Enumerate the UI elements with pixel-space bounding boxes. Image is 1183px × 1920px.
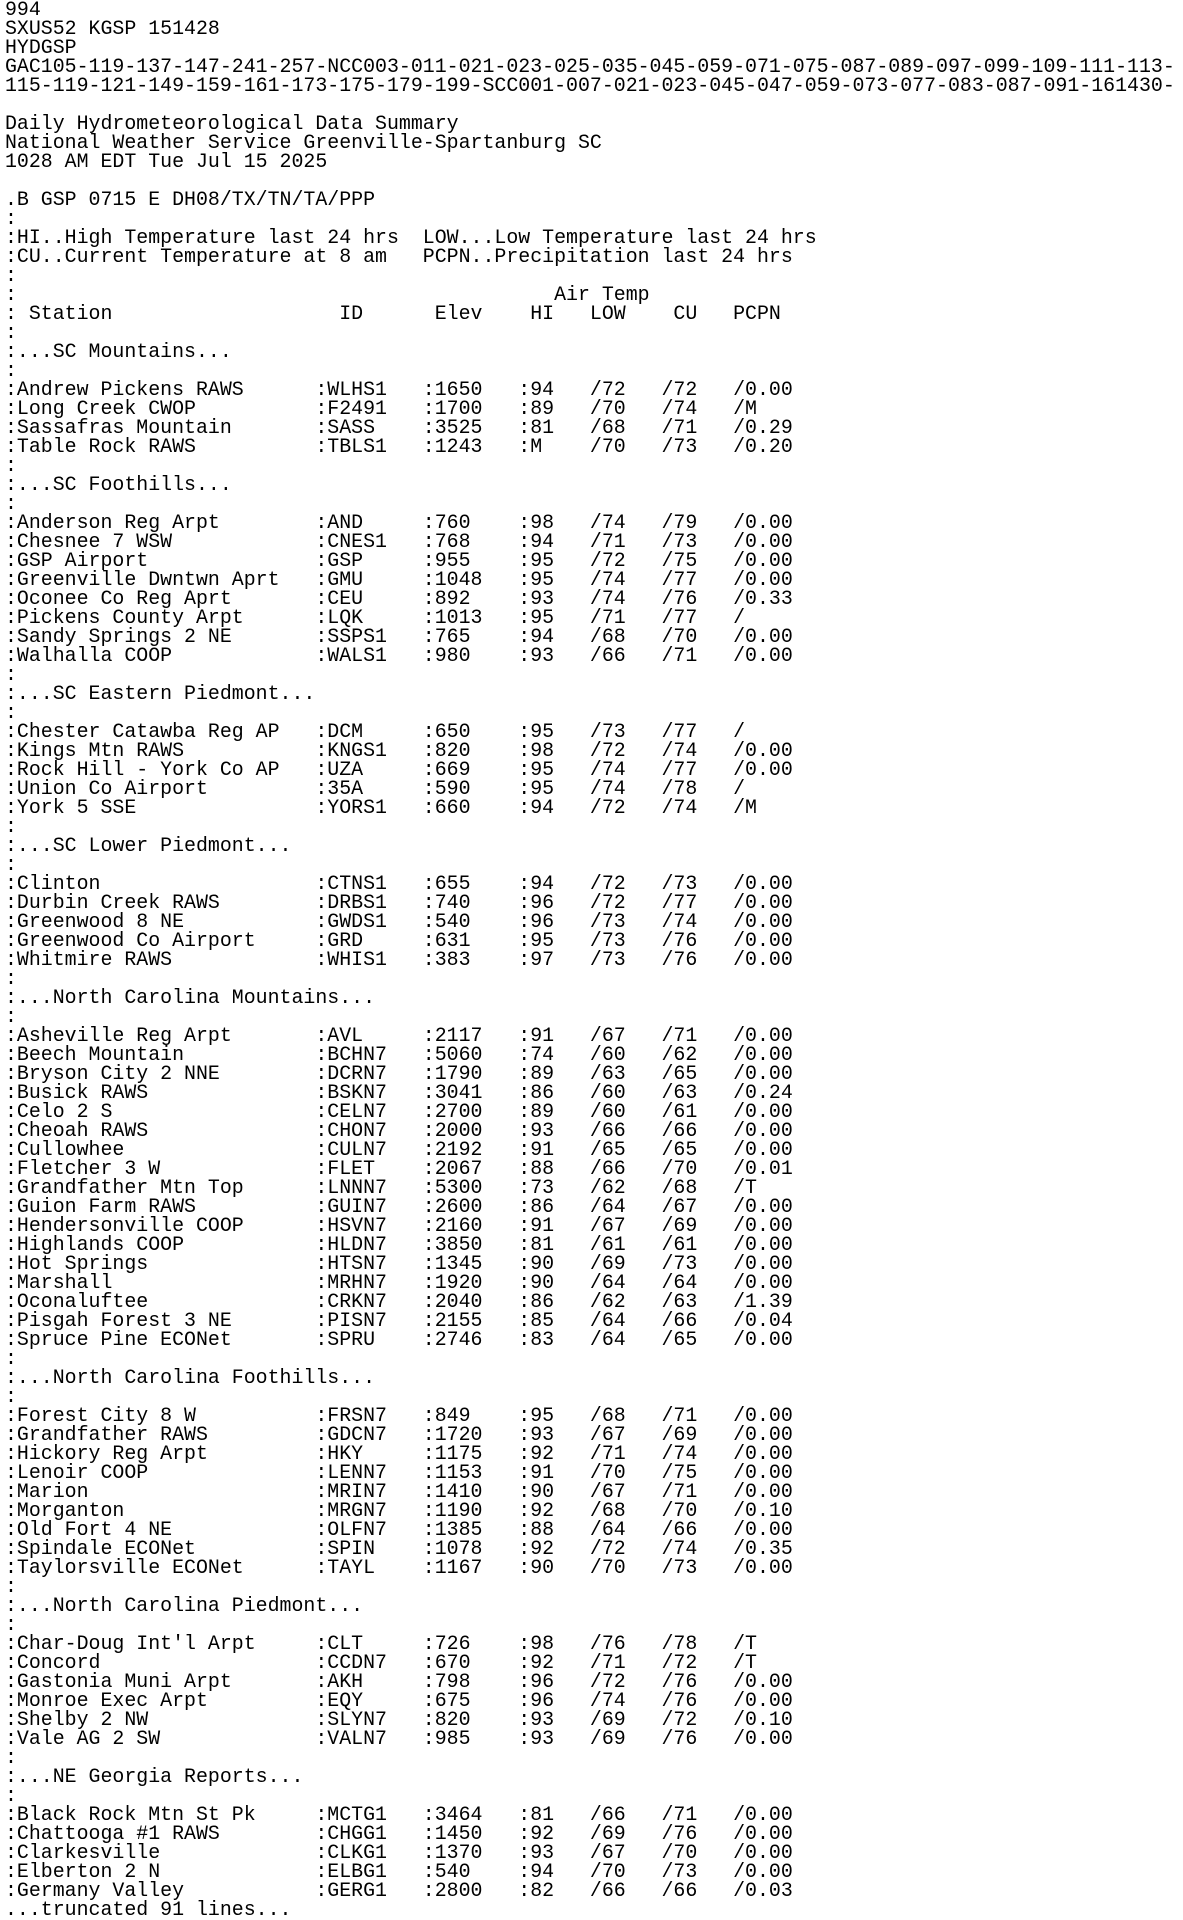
bulletin-line: :Grandfather Mtn Top :LNNN7 :5300 :73 /62 /68 /T [5,1176,757,1199]
bulletin-line: :Anderson Reg Arpt :AND :760 :98 /74 /79 /0.00 [5,511,793,534]
bulletin-line: :Pisgah Forest 3 NE :PISN7 :2155 :85 /64 /66 /0.04 [5,1309,793,1332]
bulletin-line: :Marion :MRIN7 :1410 :90 /67 /71 /0.00 [5,1480,793,1503]
bulletin-line: :...SC Foothills... [5,473,232,496]
bulletin-line: :Forest City 8 W :FRSN7 :849 :95 /68 /71 /0.00 [5,1404,793,1427]
bulletin-line: :Asheville Reg Arpt :AVL :2117 :91 /67 /71 /0.00 [5,1024,793,1047]
bulletin-line: :CU..Current Temperature at 8 am PCPN..Precipitation last 24 hrs [5,245,793,268]
bulletin-line: GAC105-119-137-147-241-257-NCC003-011-021-023-025-035-045-059-071-075-087-089-097-099-109-111-113- [5,55,1175,78]
bulletin-line: :Hendersonville COOP :HSVN7 :2160 :91 /67 /69 /0.00 [5,1214,793,1237]
bulletin-line: : [5,967,17,990]
bulletin-line: :Germany Valley :GERG1 :2800 :82 /66 /66 /0.03 [5,1879,793,1902]
bulletin-line: :Pickens County Arpt :LQK :1013 :95 /71 /77 / [5,606,746,629]
bulletin-line: :Chesnee 7 WSW :CNES1 :768 :94 /71 /73 /0.00 [5,530,793,553]
bulletin-line: HYDGSP [5,36,77,59]
bulletin-line: : [5,1746,17,1769]
bulletin-line: :Grandfather RAWS :GDCN7 :1720 :93 /67 /69 /0.00 [5,1423,793,1446]
bulletin-line: :Hot Springs :HTSN7 :1345 :90 /69 /73 /0.00 [5,1252,793,1275]
bulletin-line: ...truncated 91 lines... [5,1898,292,1920]
bulletin-line: :Bryson City 2 NNE :DCRN7 :1790 :89 /63 /65 /0.00 [5,1062,793,1085]
bulletin-line: 994 [5,0,41,21]
bulletin-line: : [5,1385,17,1408]
bulletin-line: :Walhalla COOP :WALS1 :980 :93 /66 /71 /0.00 [5,644,793,667]
bulletin-line: : [5,1613,17,1636]
bulletin-line: :Union Co Airport :35A :590 :95 /74 /78 / [5,777,746,800]
bulletin-line: :Durbin Creek RAWS :DRBS1 :740 :96 /72 /77 /0.00 [5,891,793,914]
bulletin-line: Daily Hydrometeorological Data Summary [5,112,459,135]
bulletin-line: :Fletcher 3 W :FLET :2067 :88 /66 /70 /0.01 [5,1157,793,1180]
bulletin-line: :...North Carolina Piedmont... [5,1594,364,1617]
bulletin-line: :Taylorsville ECONet :TAYL :1167 :90 /70 /73 /0.00 [5,1556,793,1579]
bulletin-line: : [5,1575,17,1598]
bulletin-line: :Oconaluftee :CRKN7 :2040 :86 /62 /63 /1.39 [5,1290,793,1313]
bulletin-line: :...SC Lower Piedmont... [5,834,292,857]
bulletin-line: :Chattooga #1 RAWS :CHGG1 :1450 :92 /69 /76 /0.00 [5,1822,793,1845]
bulletin-line: :Cheoah RAWS :CHON7 :2000 :93 /66 /66 /0.00 [5,1119,793,1142]
bulletin-line: :Highlands COOP :HLDN7 :3850 :81 /61 /61 /0.00 [5,1233,793,1256]
bulletin-line: :Old Fort 4 NE :OLFN7 :1385 :88 /64 /66 /0.00 [5,1518,793,1541]
bulletin-line: :Sandy Springs 2 NE :SSPS1 :765 :94 /68 /70 /0.00 [5,625,793,648]
bulletin-line: :Clarkesville :CLKG1 :1370 :93 /67 /70 /0.00 [5,1841,793,1864]
bulletin-line: :Sassafras Mountain :SASS :3525 :81 /68 /71 /0.29 [5,416,793,439]
bulletin-line: :Concord :CCDN7 :670 :92 /71 /72 /T [5,1651,757,1674]
bulletin-line: : Air Temp [5,283,650,306]
bulletin-line: :Monroe Exec Arpt :EQY :675 :96 /74 /76 /0.00 [5,1689,793,1712]
bulletin-line: :...NE Georgia Reports... [5,1765,304,1788]
bulletin-line: :Char-Doug Int'l Arpt :CLT :726 :98 /76 /78 /T [5,1632,757,1655]
bulletin-line: .B GSP 0715 E DH08/TX/TN/TA/PPP [5,188,376,211]
bulletin-line: :Kings Mtn RAWS :KNGS1 :820 :98 /72 /74 /0.00 [5,739,793,762]
bulletin-line: :Rock Hill - York Co AP :UZA :669 :95 /74 /77 /0.00 [5,758,793,781]
bulletin-line: :Spindale ECONet :SPIN :1078 :92 /72 /74 /0.35 [5,1537,793,1560]
bulletin-line: :Oconee Co Reg Aprt :CEU :892 :93 /74 /76 /0.33 [5,587,793,610]
bulletin-line: :Black Rock Mtn St Pk :MCTG1 :3464 :81 /66 /71 /0.00 [5,1803,793,1826]
bulletin-line: :GSP Airport :GSP :955 :95 /72 /75 /0.00 [5,549,793,572]
bulletin-line: :Beech Mountain :BCHN7 :5060 :74 /60 /62 /0.00 [5,1043,793,1066]
bulletin-line: National Weather Service Greenville-Spartanburg SC [5,131,602,154]
bulletin-line: :Gastonia Muni Arpt :AKH :798 :96 /72 /76 /0.00 [5,1670,793,1693]
bulletin-line: : [5,701,17,724]
bulletin-line: : [5,1005,17,1028]
bulletin-line: :Long Creek CWOP :F2491 :1700 :89 /70 /74 /M [5,397,757,420]
bulletin-line: : [5,359,17,382]
bulletin-line: : [5,321,17,344]
bulletin-line: :Morganton :MRGN7 :1190 :92 /68 /70 /0.10 [5,1499,793,1522]
bulletin-line: : [5,663,17,686]
bulletin-line: :...North Carolina Mountains... [5,986,376,1009]
bulletin-line: : [5,1347,17,1370]
bulletin-line: : [5,264,17,287]
bulletin-line: :Hickory Reg Arpt :HKY :1175 :92 /71 /74 /0.00 [5,1442,793,1465]
bulletin-line: :...North Carolina Foothills... [5,1366,376,1389]
bulletin-line: :Cullowhee :CULN7 :2192 :91 /65 /65 /0.00 [5,1138,793,1161]
bulletin-line: 115-119-121-149-159-161-173-175-179-199-SCC001-007-021-023-045-047-059-073-077-083-087-091-161430- [5,74,1175,97]
bulletin-line: : Station ID Elev HI LOW CU PCPN [5,302,781,325]
bulletin-line: :Greenwood 8 NE :GWDS1 :540 :96 /73 /74 /0.00 [5,910,793,933]
bulletin-line: :Spruce Pine ECONet :SPRU :2746 :83 /64 /65 /0.00 [5,1328,793,1351]
bulletin-line: : [5,454,17,477]
bulletin-line: :Celo 2 S :CELN7 :2700 :89 /60 /61 /0.00 [5,1100,793,1123]
bulletin-line: : [5,1784,17,1807]
bulletin-line: :Greenwood Co Airport :GRD :631 :95 /73 /76 /0.00 [5,929,793,952]
bulletin-line: :Andrew Pickens RAWS :WLHS1 :1650 :94 /72 /72 /0.00 [5,378,793,401]
bulletin-line: :HI..High Temperature last 24 hrs LOW...Low Temperature last 24 hrs [5,226,817,249]
bulletin-line: :...SC Eastern Piedmont... [5,682,316,705]
bulletin-line: :Marshall :MRHN7 :1920 :90 /64 /64 /0.00 [5,1271,793,1294]
bulletin-line: :Lenoir COOP :LENN7 :1153 :91 /70 /75 /0.00 [5,1461,793,1484]
bulletin-line: :Busick RAWS :BSKN7 :3041 :86 /60 /63 /0.24 [5,1081,793,1104]
bulletin-line: : [5,492,17,515]
bulletin-line: :Shelby 2 NW :SLYN7 :820 :93 /69 /72 /0.10 [5,1708,793,1731]
bulletin-line: 1028 AM EDT Tue Jul 15 2025 [5,150,328,173]
bulletin-line: :Vale AG 2 SW :VALN7 :985 :93 /69 /76 /0.00 [5,1727,793,1750]
bulletin-line: :Elberton 2 N :ELBG1 :540 :94 /70 /73 /0.00 [5,1860,793,1883]
bulletin-line: : [5,207,17,230]
bulletin-line: :Whitmire RAWS :WHIS1 :383 :97 /73 /76 /0.00 [5,948,793,971]
bulletin-line: :...SC Mountains... [5,340,232,363]
bulletin-line: :Clinton :CTNS1 :655 :94 /72 /73 /0.00 [5,872,793,895]
bulletin-line: : [5,815,17,838]
bulletin-line: : [5,853,17,876]
bulletin-line: :Greenville Dwntwn Aprt :GMU :1048 :95 /74 /77 /0.00 [5,568,793,591]
bulletin-line: :Guion Farm RAWS :GUIN7 :2600 :86 /64 /67 /0.00 [5,1195,793,1218]
bulletin-line: :York 5 SSE :YORS1 :660 :94 /72 /74 /M [5,796,757,819]
bulletin-line: :Chester Catawba Reg AP :DCM :650 :95 /73 /77 / [5,720,746,743]
bulletin-line: SXUS52 KGSP 151428 [5,17,220,40]
bulletin-line: :Table Rock RAWS :TBLS1 :1243 :M /70 /73 /0.20 [5,435,793,458]
